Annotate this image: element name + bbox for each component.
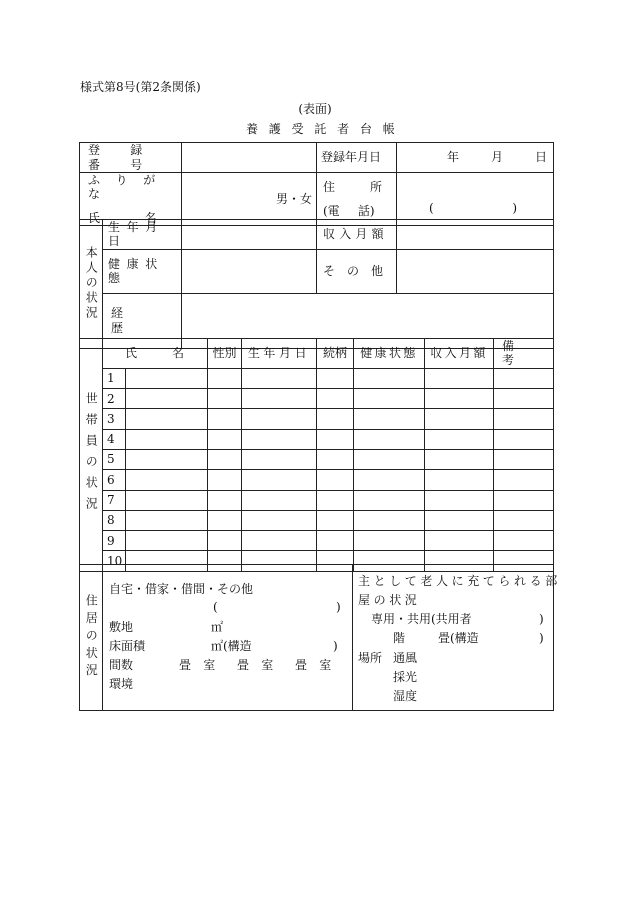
cell-remarks[interactable] [494, 531, 554, 551]
income-field[interactable] [397, 220, 554, 250]
residence-section-label [80, 565, 103, 711]
place-label: 場所 [358, 651, 383, 665]
cell-relation[interactable] [317, 470, 354, 490]
cell-birth[interactable] [242, 409, 317, 429]
birth-label [103, 220, 182, 250]
cell-relation[interactable] [317, 531, 354, 551]
household-table [79, 338, 554, 572]
site-unit: ㎡ [211, 620, 224, 634]
reg-date-field[interactable] [397, 143, 554, 173]
cell-sex[interactable] [208, 470, 242, 490]
cell-health[interactable] [354, 449, 425, 469]
col-remarks-header [494, 339, 554, 369]
furigana-label: ふりがな [88, 173, 171, 202]
table-row [80, 368, 554, 388]
rooms-unit-3: 畳 室 [295, 658, 332, 672]
cell-income[interactable] [425, 429, 494, 449]
reg-date-month: 月 [490, 150, 503, 165]
cell-relation[interactable] [317, 368, 354, 388]
col-birth-header [242, 339, 317, 369]
room-use-label: 専用・共用(共用者 [371, 612, 472, 626]
cell-relation[interactable] [317, 490, 354, 510]
row-number-text: 2 [107, 391, 115, 406]
cell-remarks[interactable] [494, 389, 554, 409]
cell-sex[interactable] [208, 510, 242, 530]
top-table [79, 142, 554, 226]
cell-sex[interactable] [208, 409, 242, 429]
reg-date-year: 年 [446, 150, 459, 165]
birth-label-text: 生年月日 [108, 220, 164, 249]
cell-name[interactable] [126, 409, 208, 429]
cell-relation[interactable] [317, 510, 354, 530]
cell-relation[interactable] [317, 389, 354, 409]
cell-name[interactable] [126, 510, 208, 530]
cell-name[interactable] [126, 449, 208, 469]
reg-no-label [80, 143, 182, 173]
room-mat-close: ) [539, 631, 544, 645]
cell-sex[interactable] [208, 449, 242, 469]
rooms-unit-1: 畳 室 [179, 658, 216, 672]
cell-health[interactable] [354, 389, 425, 409]
row-number-text: 6 [107, 472, 115, 487]
col-health-header [354, 339, 425, 369]
row-number-text: 7 [107, 493, 115, 508]
humidity-label: 湿度 [393, 689, 418, 703]
cell-relation[interactable] [317, 409, 354, 429]
cell-sex[interactable] [208, 531, 242, 551]
cell-birth[interactable] [242, 368, 317, 388]
cell-name[interactable] [126, 490, 208, 510]
col-income-header [425, 339, 494, 369]
cell-name[interactable] [126, 368, 208, 388]
phone-paren-open: ( [429, 200, 434, 215]
row-number-text: 10 [107, 553, 123, 568]
health-label-text: 健康状態 [108, 256, 164, 286]
residence-table [79, 564, 561, 711]
reg-date-label-text: 登録年月日 [321, 150, 382, 165]
cell-income[interactable] [425, 449, 494, 469]
row-number [103, 449, 126, 469]
cell-birth[interactable] [242, 531, 317, 551]
cell-sex[interactable] [208, 368, 242, 388]
cell-income[interactable] [425, 389, 494, 409]
other-label [317, 249, 397, 293]
cell-health[interactable] [354, 531, 425, 551]
row-number [103, 531, 126, 551]
cell-birth[interactable] [242, 429, 317, 449]
row-number-text: 8 [107, 513, 115, 528]
row-number [103, 490, 126, 510]
cell-name[interactable] [126, 470, 208, 490]
cell-health[interactable] [354, 490, 425, 510]
cell-remarks[interactable] [494, 510, 554, 530]
document-title: 養護受託者台帳 [245, 122, 406, 136]
address-field[interactable] [397, 173, 554, 226]
row-number-text: 3 [107, 411, 115, 426]
housing-paren-close: ) [336, 600, 341, 614]
reg-date-day: 日 [534, 150, 547, 165]
cell-sex[interactable] [208, 490, 242, 510]
row-number [103, 389, 126, 409]
table-row [80, 510, 554, 530]
birth-field[interactable] [182, 220, 317, 250]
person-section-label [80, 220, 103, 349]
row-number [103, 470, 126, 490]
cell-health[interactable] [354, 429, 425, 449]
cell-remarks[interactable] [494, 490, 554, 510]
col-name-text: 氏 名 [125, 346, 185, 361]
residence-section-text: 住居の状況 [84, 594, 99, 681]
cell-income[interactable] [425, 409, 494, 429]
col-birth-text: 生年月日 [247, 346, 311, 361]
cell-sex[interactable] [208, 429, 242, 449]
address-label [317, 173, 397, 226]
floor-area-label: 床面積 [109, 639, 146, 653]
col-income-text: 収入月額 [430, 346, 488, 361]
household-section-label [80, 339, 103, 572]
person-section-text: 本人の状況 [84, 246, 99, 322]
rooms-unit-2: 畳 室 [237, 658, 274, 672]
cell-remarks[interactable] [494, 409, 554, 429]
cell-name[interactable] [126, 389, 208, 409]
cell-remarks[interactable] [494, 449, 554, 469]
reg-date-label [317, 143, 397, 173]
col-name-header [103, 339, 208, 369]
floor-area-unit: ㎡(構造 [211, 639, 252, 653]
rooms-label: 間数 [109, 658, 134, 672]
cell-income[interactable] [425, 490, 494, 510]
ventilation-label: 通風 [393, 651, 418, 665]
form-number: 様式第8号(第2条関係) [80, 80, 201, 94]
reg-no-field[interactable] [182, 143, 317, 173]
col-health-text: 健康状態 [360, 346, 418, 361]
row-number [103, 368, 126, 388]
table-row [80, 449, 554, 469]
cell-birth[interactable] [242, 449, 317, 469]
cell-sex[interactable] [208, 389, 242, 409]
name-field[interactable] [182, 173, 317, 226]
other-field[interactable] [397, 249, 554, 293]
residence-room-field[interactable] [353, 565, 561, 711]
cell-income[interactable] [425, 368, 494, 388]
table-row [80, 531, 554, 551]
room-floor-label: 階 [393, 631, 406, 645]
row-number-text: 9 [107, 533, 115, 548]
table-row [80, 429, 554, 449]
table-row [80, 409, 554, 429]
cell-income[interactable] [425, 510, 494, 530]
name-label: 氏 名 [88, 210, 157, 225]
floor-area-close: ) [333, 639, 338, 653]
col-relation-header [317, 339, 354, 369]
cell-health[interactable] [354, 470, 425, 490]
col-sex-header [208, 339, 242, 369]
row-number-text: 4 [107, 432, 115, 447]
address-label-text: 住 所 [323, 180, 383, 195]
reg-no-label-text: 登 録 番 号 [88, 143, 156, 172]
cell-birth[interactable] [242, 389, 317, 409]
cell-remarks[interactable] [494, 368, 554, 388]
cell-health[interactable] [354, 510, 425, 530]
cell-name[interactable] [126, 429, 208, 449]
cell-name[interactable] [126, 531, 208, 551]
environment-label: 環境 [109, 677, 134, 691]
cell-income[interactable] [425, 531, 494, 551]
row-number-text: 1 [107, 371, 115, 386]
phone-paren-close: ) [512, 200, 517, 215]
income-label-text: 収入月額 [323, 227, 388, 242]
health-field[interactable] [182, 249, 317, 293]
housing-type: 自宅・借家・借間・その他 [109, 582, 254, 596]
cell-income[interactable] [425, 470, 494, 490]
room-mat-label: 畳(構造 [438, 631, 479, 645]
cell-remarks[interactable] [494, 429, 554, 449]
col-remarks-text: 備 考 [502, 339, 515, 368]
cell-birth[interactable] [242, 490, 317, 510]
housing-paren-open: ( [213, 600, 218, 614]
cell-health[interactable] [354, 368, 425, 388]
cell-relation[interactable] [317, 449, 354, 469]
room-heading-2: 屋の状況 [358, 593, 421, 607]
site-label: 敷地 [109, 620, 134, 634]
room-heading-1: 主として老人に充てられる部 [358, 574, 561, 588]
room-use-close: ) [539, 612, 544, 626]
furigana-name-label [80, 173, 182, 226]
row-number [103, 510, 126, 530]
sex-choice: 男・女 [275, 191, 312, 206]
cell-remarks[interactable] [494, 470, 554, 490]
other-label-text: その他 [323, 264, 396, 279]
cell-birth[interactable] [242, 470, 317, 490]
phone-label: (電 話) [323, 203, 375, 218]
row-number [103, 409, 126, 429]
side-label: (表面) [298, 102, 332, 116]
lighting-label: 採光 [393, 670, 418, 684]
health-label [103, 249, 182, 293]
row-number-text: 5 [107, 452, 115, 467]
col-sex-text: 性別 [212, 346, 237, 361]
col-relation-text: 続柄 [323, 346, 348, 361]
cell-health[interactable] [354, 409, 425, 429]
table-row [80, 470, 554, 490]
table-row [80, 490, 554, 510]
table-row [80, 389, 554, 409]
career-label-text: 経 歴 [111, 306, 124, 335]
row-number [103, 429, 126, 449]
household-section-text: 世帯員の状況 [84, 391, 99, 518]
cell-relation[interactable] [317, 429, 354, 449]
person-table [79, 219, 554, 349]
cell-birth[interactable] [242, 510, 317, 530]
residence-housing-field[interactable] [103, 565, 353, 711]
income-label [317, 220, 397, 250]
